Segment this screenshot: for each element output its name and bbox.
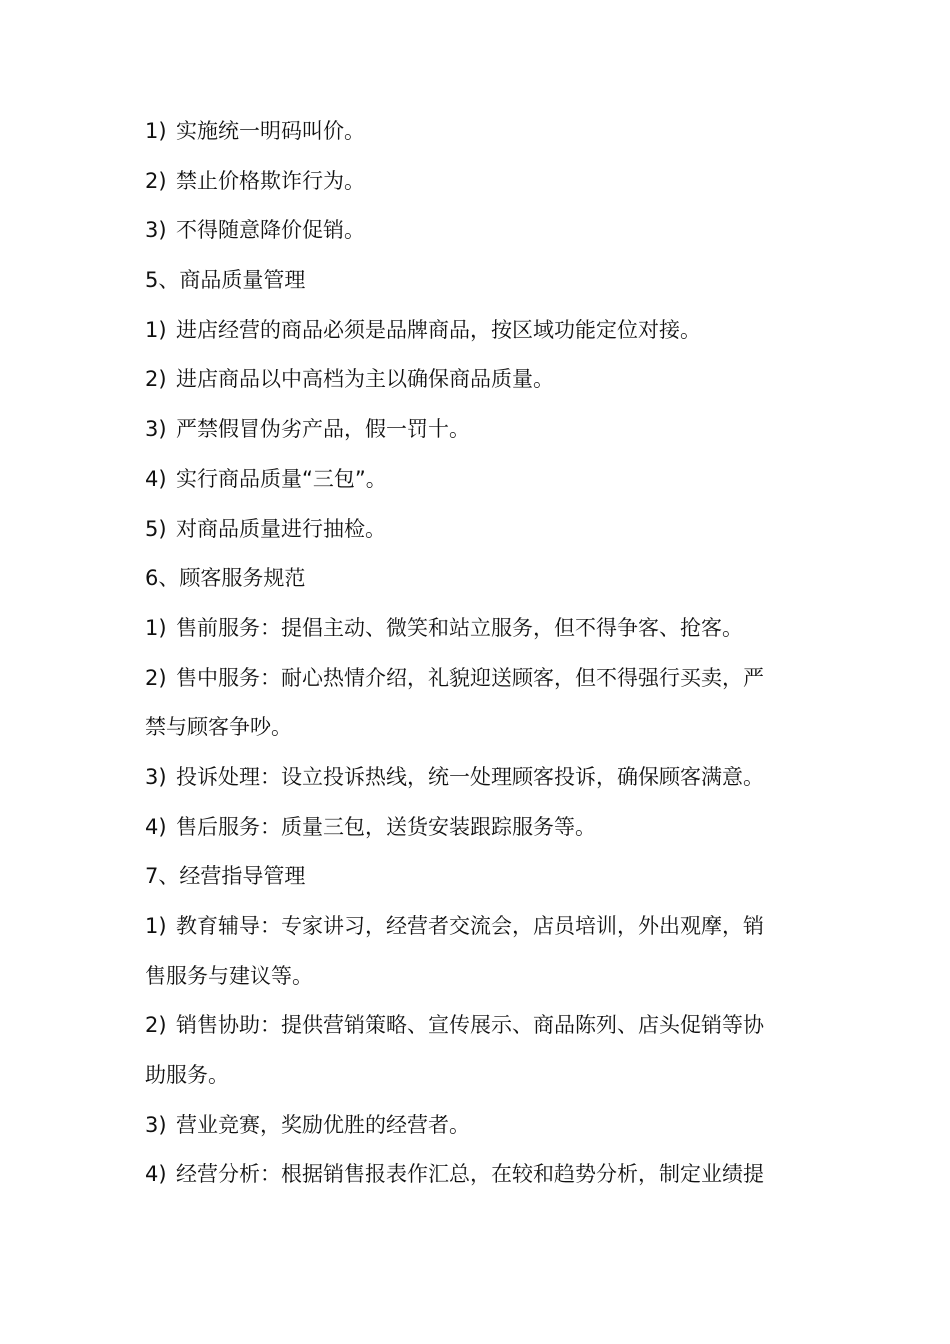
list-item xyxy=(145,604,810,654)
section-heading xyxy=(145,852,810,902)
item-text: 不得随意降价促销。 xyxy=(176,218,365,243)
item-text: 销售协助：提供营销策略、宣传展示、商品陈列、店头促销等协 xyxy=(176,1013,764,1038)
item-number: 4) xyxy=(145,1162,167,1187)
document-body xyxy=(145,107,810,1200)
list-item xyxy=(145,355,810,405)
item-number: 1) xyxy=(145,119,167,143)
item-number: 2) xyxy=(145,665,167,690)
list-item-continuation xyxy=(145,952,810,1002)
item-number: 2) xyxy=(145,367,167,392)
item-number: 1) xyxy=(145,615,167,640)
item-number: 3) xyxy=(145,1112,167,1137)
list-item xyxy=(145,753,810,803)
list-item xyxy=(145,306,810,356)
list-item-continuation xyxy=(145,1051,810,1101)
item-text: 禁与顾客争吵。 xyxy=(145,715,292,740)
item-text: 实施统一明码叫价。 xyxy=(176,119,365,143)
item-text: 营业竞赛，奖励优胜的经营者。 xyxy=(176,1112,470,1137)
item-number: 2) xyxy=(145,168,167,193)
item-text: 禁止价格欺诈行为。 xyxy=(176,168,365,193)
section-title: 经营指导管理 xyxy=(179,864,306,889)
list-item xyxy=(145,505,810,555)
item-text: 投诉处理：设立投诉热线，统一处理顾客投诉，确保顾客满意。 xyxy=(176,764,764,789)
item-text: 经营分析：根据销售报表作汇总，在较和趋势分析，制定业绩提 xyxy=(176,1162,764,1187)
item-text: 售后服务：质量三包，送货安装跟踪服务等。 xyxy=(176,814,596,839)
item-number: 4) xyxy=(145,466,167,491)
item-number: 1) xyxy=(145,914,167,938)
list-item xyxy=(145,902,810,952)
item-number: 3) xyxy=(145,218,167,243)
item-text: 进店经营的商品必须是品牌商品，按区域功能定位对接。 xyxy=(176,317,701,342)
item-text: 严禁假冒伪劣产品，假一罚十。 xyxy=(176,417,470,442)
item-number: 1) xyxy=(145,317,167,342)
item-text: 进店商品以中高档为主以确保商品质量。 xyxy=(176,367,554,392)
section-number: 7、 xyxy=(145,864,180,889)
list-item xyxy=(145,405,810,455)
item-text: 实行商品质量“三包”。 xyxy=(176,466,387,491)
item-number: 3) xyxy=(145,764,167,789)
list-item xyxy=(145,206,810,256)
item-number: 5) xyxy=(145,516,167,541)
item-number: 4) xyxy=(145,814,167,839)
section-title: 商品质量管理 xyxy=(179,268,306,293)
list-item xyxy=(145,1150,810,1200)
item-text: 对商品质量进行抽检。 xyxy=(176,516,386,541)
item-text: 售前服务：提倡主动、微笑和站立服务，但不得争客、抢客。 xyxy=(176,615,743,640)
section-title: 顾客服务规范 xyxy=(179,566,306,591)
item-text: 教育辅导：专家讲习，经营者交流会，店员培训，外出观摩，销 xyxy=(176,914,764,938)
list-item xyxy=(145,455,810,505)
list-item xyxy=(145,1001,810,1051)
section-number: 5、 xyxy=(145,268,180,293)
item-number: 3) xyxy=(145,417,167,442)
list-item xyxy=(145,1101,810,1151)
section-heading xyxy=(145,554,810,604)
section-number: 6、 xyxy=(145,566,180,591)
list-item-continuation xyxy=(145,703,810,753)
list-item xyxy=(145,803,810,853)
list-item xyxy=(145,157,810,207)
list-item xyxy=(145,107,810,157)
item-text: 售服务与建议等。 xyxy=(145,963,313,988)
item-text: 助服务。 xyxy=(145,1063,229,1088)
item-text: 售中服务：耐心热情介绍，礼貌迎送顾客，但不得强行买卖，严 xyxy=(176,665,764,690)
section-heading xyxy=(145,256,810,306)
list-item xyxy=(145,654,810,704)
item-number: 2) xyxy=(145,1013,167,1038)
